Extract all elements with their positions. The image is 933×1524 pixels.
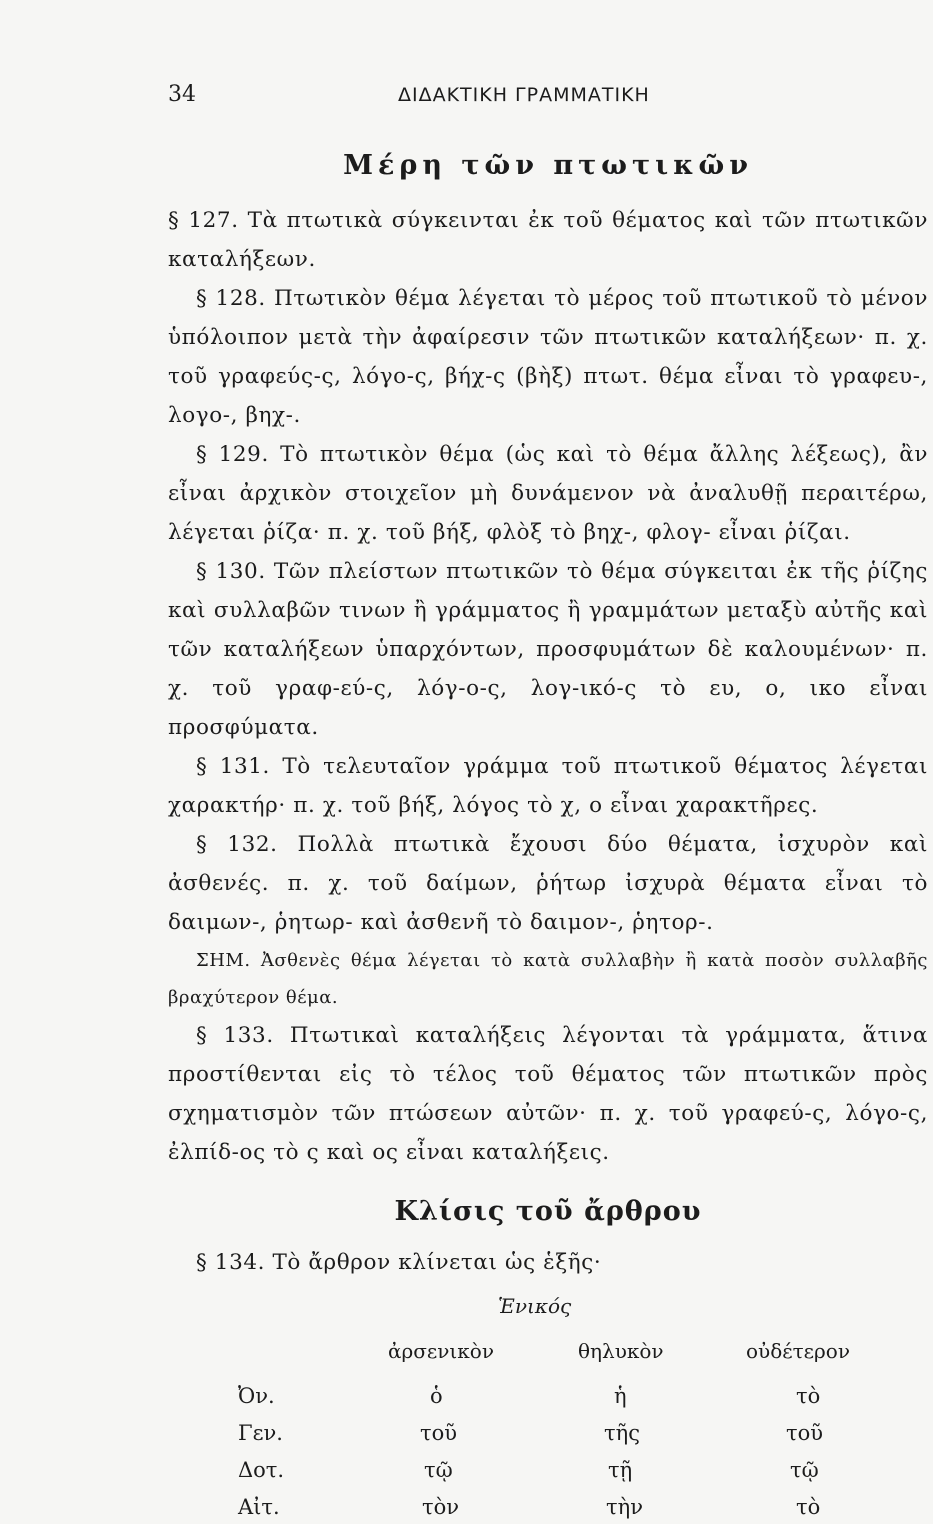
page-header (168, 72, 928, 112)
table-cell: τῆς (604, 1421, 640, 1445)
case-label: Γεν. (238, 1421, 283, 1445)
table-cell: τοῦ (786, 1421, 824, 1445)
column-header-neuter: οὐδέτερον (746, 1339, 850, 1363)
table-cell: τὸ (796, 1384, 821, 1408)
table-cell: τὴν (606, 1495, 643, 1519)
table-cell: ἡ (614, 1384, 627, 1408)
table-cell: ὁ (430, 1384, 443, 1408)
number-label: Ἑνικός (498, 1294, 572, 1318)
case-label: Δοτ. (238, 1458, 285, 1482)
section-title: Μέρη τῶν πτωτικῶν (343, 150, 753, 181)
note: ΣΗΜ. Ἀσθενὲς θέμα λέγεται τὸ κατὰ συλλαβὴν ἢ κατὰ ποσὸν συλλαβῆς βραχύτερον θέμα. (168, 950, 928, 1008)
table-cell: τοῦ (420, 1421, 458, 1445)
paragraph-127: § 127. Τὰ πτωτικὰ σύγκεινται ἐκ τοῦ θέματος καὶ τῶν πτωτικῶν καταλήξεων. (168, 208, 928, 272)
column-header-feminine: θηλυκὸν (578, 1339, 664, 1363)
paragraph-133: § 133. Πτωτικαὶ καταλήξεις λέγονται τὰ γράμματα, ἅτινα προστίθενται εἰς τὸ τέλος τοῦ θέματος τῶν πτωτικῶν πρὸς σχηματισμὸν τῶν πτώσεων αὐτῶν· π. χ. τοῦ γραφεύ-ς, λόγο-ς, ἐλπίδ-ος τὸ ς καὶ ος εἶναι καταλήξεις. (168, 1023, 928, 1165)
declension-table (168, 1294, 928, 1524)
section-title-article: Κλίσις τοῦ ἄρθρου (394, 1196, 702, 1227)
table-cell: τῷ (790, 1458, 819, 1482)
table-cell: τὸν (422, 1495, 460, 1519)
paragraph-134: § 134. Τὸ ἄρθρον κλίνεται ὡς ἑξῆς· (196, 1250, 602, 1275)
table-cell: τῇ (608, 1458, 633, 1482)
paragraph-128: § 128. Πτωτικὸν θέμα λέγεται τὸ μέρος τοῦ πτωτικοῦ τὸ μένον ὑπόλοιπον μετὰ τὴν ἀφαίρεσιν τῶν πτωτικῶν καταλήξεων· π. χ. τοῦ γραφεύς-ς, λόγο-ς, βήχ-ς (βὴξ) πτωτ. θέμα εἶναι τὸ γραφευ-, λογο-, βηχ-. (168, 286, 928, 428)
case-label: Αἰτ. (238, 1495, 280, 1519)
column-header-masculine: ἀρσενικὸν (388, 1339, 494, 1363)
case-label: Ὀν. (238, 1384, 275, 1408)
running-title: ΔΙΔΑΚΤΙΚΗ ΓΡΑΜΜΑΤΙΚΗ (398, 84, 650, 106)
table-cell: τῷ (424, 1458, 453, 1482)
paragraph-130: § 130. Τῶν πλείστων πτωτικῶν τὸ θέμα σύγκειται ἐκ τῆς ῥίζης καὶ συλλαβῶν τινων ἢ γράμματος ἢ γραμμάτων μεταξὺ αὐτῆς καὶ τῶν καταλήξεων ὑπαρχόντων, προσφυμάτων δὲ καλουμένων· π. χ. τοῦ γραφ-εύ-ς, λόγ-ο-ς, λογ-ικό-ς τὸ ευ, ο, ικο εἶναι προσφύματα. (168, 559, 928, 740)
book-page (168, 72, 928, 1524)
table-cell: τὸ (796, 1495, 821, 1519)
paragraph-129: § 129. Τὸ πτωτικὸν θέμα (ὡς καὶ τὸ θέμα ἄλλης λέξεως), ἂν εἶναι ἀρχικὸν στοιχεῖον μὴ δυνάμενον νὰ ἀναλυθῇ περαιτέρω, λέγεται ῥίζα· π. χ. τοῦ βήξ, φλὸξ τὸ βηχ-, φλογ- εἶναι ῥίζαι. (168, 442, 928, 545)
paragraph-131: § 131. Τὸ τελευταῖον γράμμα τοῦ πτωτικοῦ θέματος λέγεται χαρακτήρ· π. χ. τοῦ βήξ, λόγος τὸ χ, ο εἶναι χαρακτῆρες. (168, 754, 928, 818)
page-number: 34 (168, 82, 196, 107)
paragraph-132: § 132. Πολλὰ πτωτικὰ ἔχουσι δύο θέματα, ἰσχυρὸν καὶ ἀσθενές. π. χ. τοῦ δαίμων, ῥήτωρ ἰσχυρὰ θέματα εἶναι τὸ δαιμων-, ῥητωρ- καὶ ἀσθενῆ τὸ δαιμον-, ῥητορ-. (168, 832, 928, 935)
